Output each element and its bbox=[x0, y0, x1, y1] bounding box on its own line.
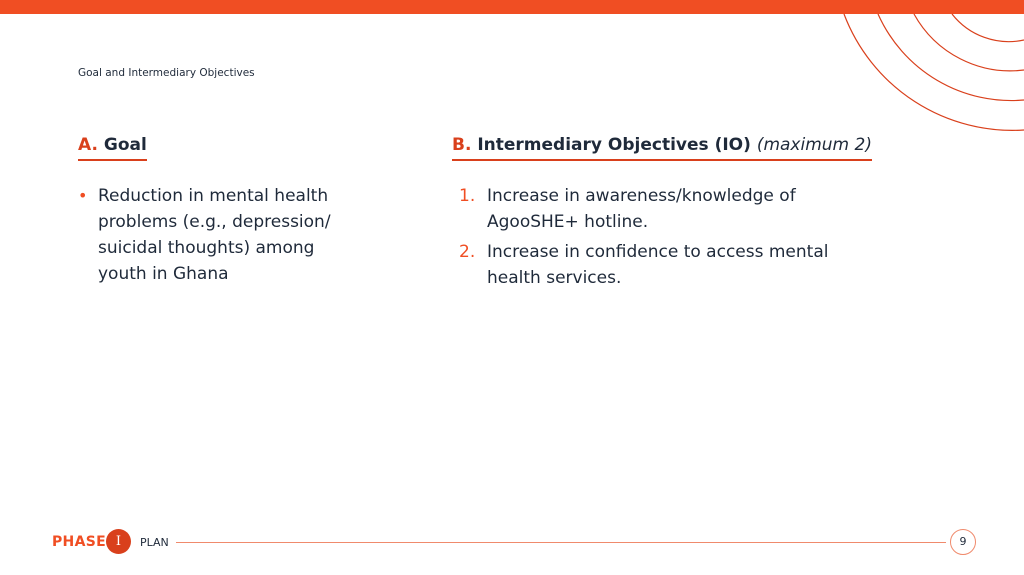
objectives-heading bbox=[452, 135, 872, 161]
goal-heading-letter: A. bbox=[78, 135, 98, 155]
decorative-arcs bbox=[820, 0, 1024, 150]
item-number: 1. bbox=[459, 186, 476, 206]
list-item bbox=[452, 183, 892, 235]
goal-heading-text: Goal bbox=[103, 135, 147, 155]
item-number: 2. bbox=[459, 242, 476, 262]
footer-divider bbox=[176, 542, 946, 543]
goal-section bbox=[78, 135, 378, 287]
list-item bbox=[452, 239, 892, 291]
objectives-heading-note: (maximum 2) bbox=[756, 135, 872, 155]
list-item bbox=[78, 183, 378, 287]
footer bbox=[0, 525, 1024, 565]
slide-title: Goal and Intermediary Objectives bbox=[78, 67, 255, 79]
page-number: 9 bbox=[950, 529, 976, 555]
phase-numeral-badge: I bbox=[106, 529, 131, 554]
plan-label: PLAN bbox=[140, 536, 169, 549]
objective-item-text: Increase in awareness/knowledge of AgooSHE+ hotline. bbox=[487, 186, 796, 232]
objective-item-text: Increase in confidence to access mental health services. bbox=[487, 242, 829, 288]
objectives-heading-text: Intermediary Objectives (IO) bbox=[477, 135, 751, 155]
objectives-list bbox=[452, 183, 892, 291]
objectives-heading-letter: B. bbox=[452, 135, 472, 155]
goal-heading bbox=[78, 135, 147, 161]
objectives-section bbox=[452, 135, 892, 295]
goal-item-text: Reduction in mental health problems (e.g., depression/ suicidal thoughts) among youth in Ghana bbox=[98, 186, 331, 284]
phase-label: PHASE bbox=[52, 534, 106, 550]
goal-list bbox=[78, 183, 378, 287]
bullet-icon: • bbox=[78, 186, 88, 205]
